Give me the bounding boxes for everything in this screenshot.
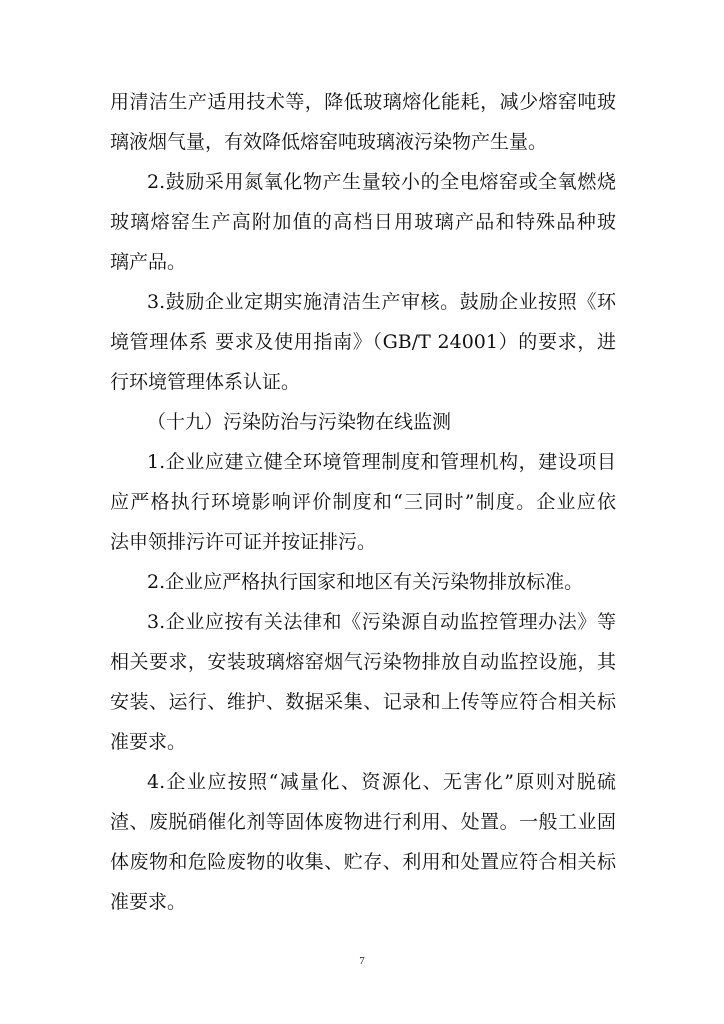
text-line: 准要求。 <box>110 891 187 913</box>
text-line: 应严格执行环境影响评价制度和“三同时”制度。企业应依 <box>110 491 616 513</box>
text-line: 相关要求，安装玻璃熔窑烟气污染物排放自动监控设施，其 <box>110 651 616 673</box>
text-line: 玻璃熔窑生产高附加值的高档日用玻璃产品和特殊品种玻 <box>110 211 616 233</box>
text-line: 用清洁生产适用技术等，降低玻璃熔化能耗，减少熔窑吨玻 <box>110 91 616 113</box>
text-line: 境管理体系 要求及使用指南》（GB/T 24001）的要求，进 <box>110 331 616 353</box>
text-line: 法申领排污许可证并按证排污。 <box>110 531 377 553</box>
text-line: 行环境管理体系认证。 <box>110 371 301 393</box>
text-line: 2.企业应严格执行国家和地区有关污染物排放标准。 <box>147 571 584 593</box>
section-heading: （十九）污染防治与污染物在线监测 <box>147 411 452 433</box>
text-line: 1.企业应建立健全环境管理制度和管理机构，建设项目 <box>147 451 616 473</box>
text-line: 璃产品。 <box>110 251 187 273</box>
text-line: 3.鼓励企业定期实施清洁生产审核。鼓励企业按照《环 <box>147 291 616 313</box>
text-line: 3.企业应按有关法律和《污染源自动监控管理办法》等 <box>147 611 616 633</box>
text-line: 安装、运行、维护、数据采集、记录和上传等应符合相关标 <box>110 691 616 713</box>
text-line: 渣、废脱硝催化剂等固体废物进行利用、处置。一般工业固 <box>110 811 616 833</box>
text-line: 体废物和危险废物的收集、贮存、利用和处置应符合相关标 <box>110 851 616 873</box>
text-line: 4.企业应按照“减量化、资源化、无害化”原则对脱硫 <box>147 771 616 793</box>
text-line: 2.鼓励采用氮氧化物产生量较小的全电熔窑或全氧燃烧 <box>147 171 616 193</box>
page-number: 7 <box>359 955 365 967</box>
text-line: 璃液烟气量，有效降低熔窑吨玻璃液污染物产生量。 <box>110 131 548 153</box>
text-line: 准要求。 <box>110 731 187 753</box>
